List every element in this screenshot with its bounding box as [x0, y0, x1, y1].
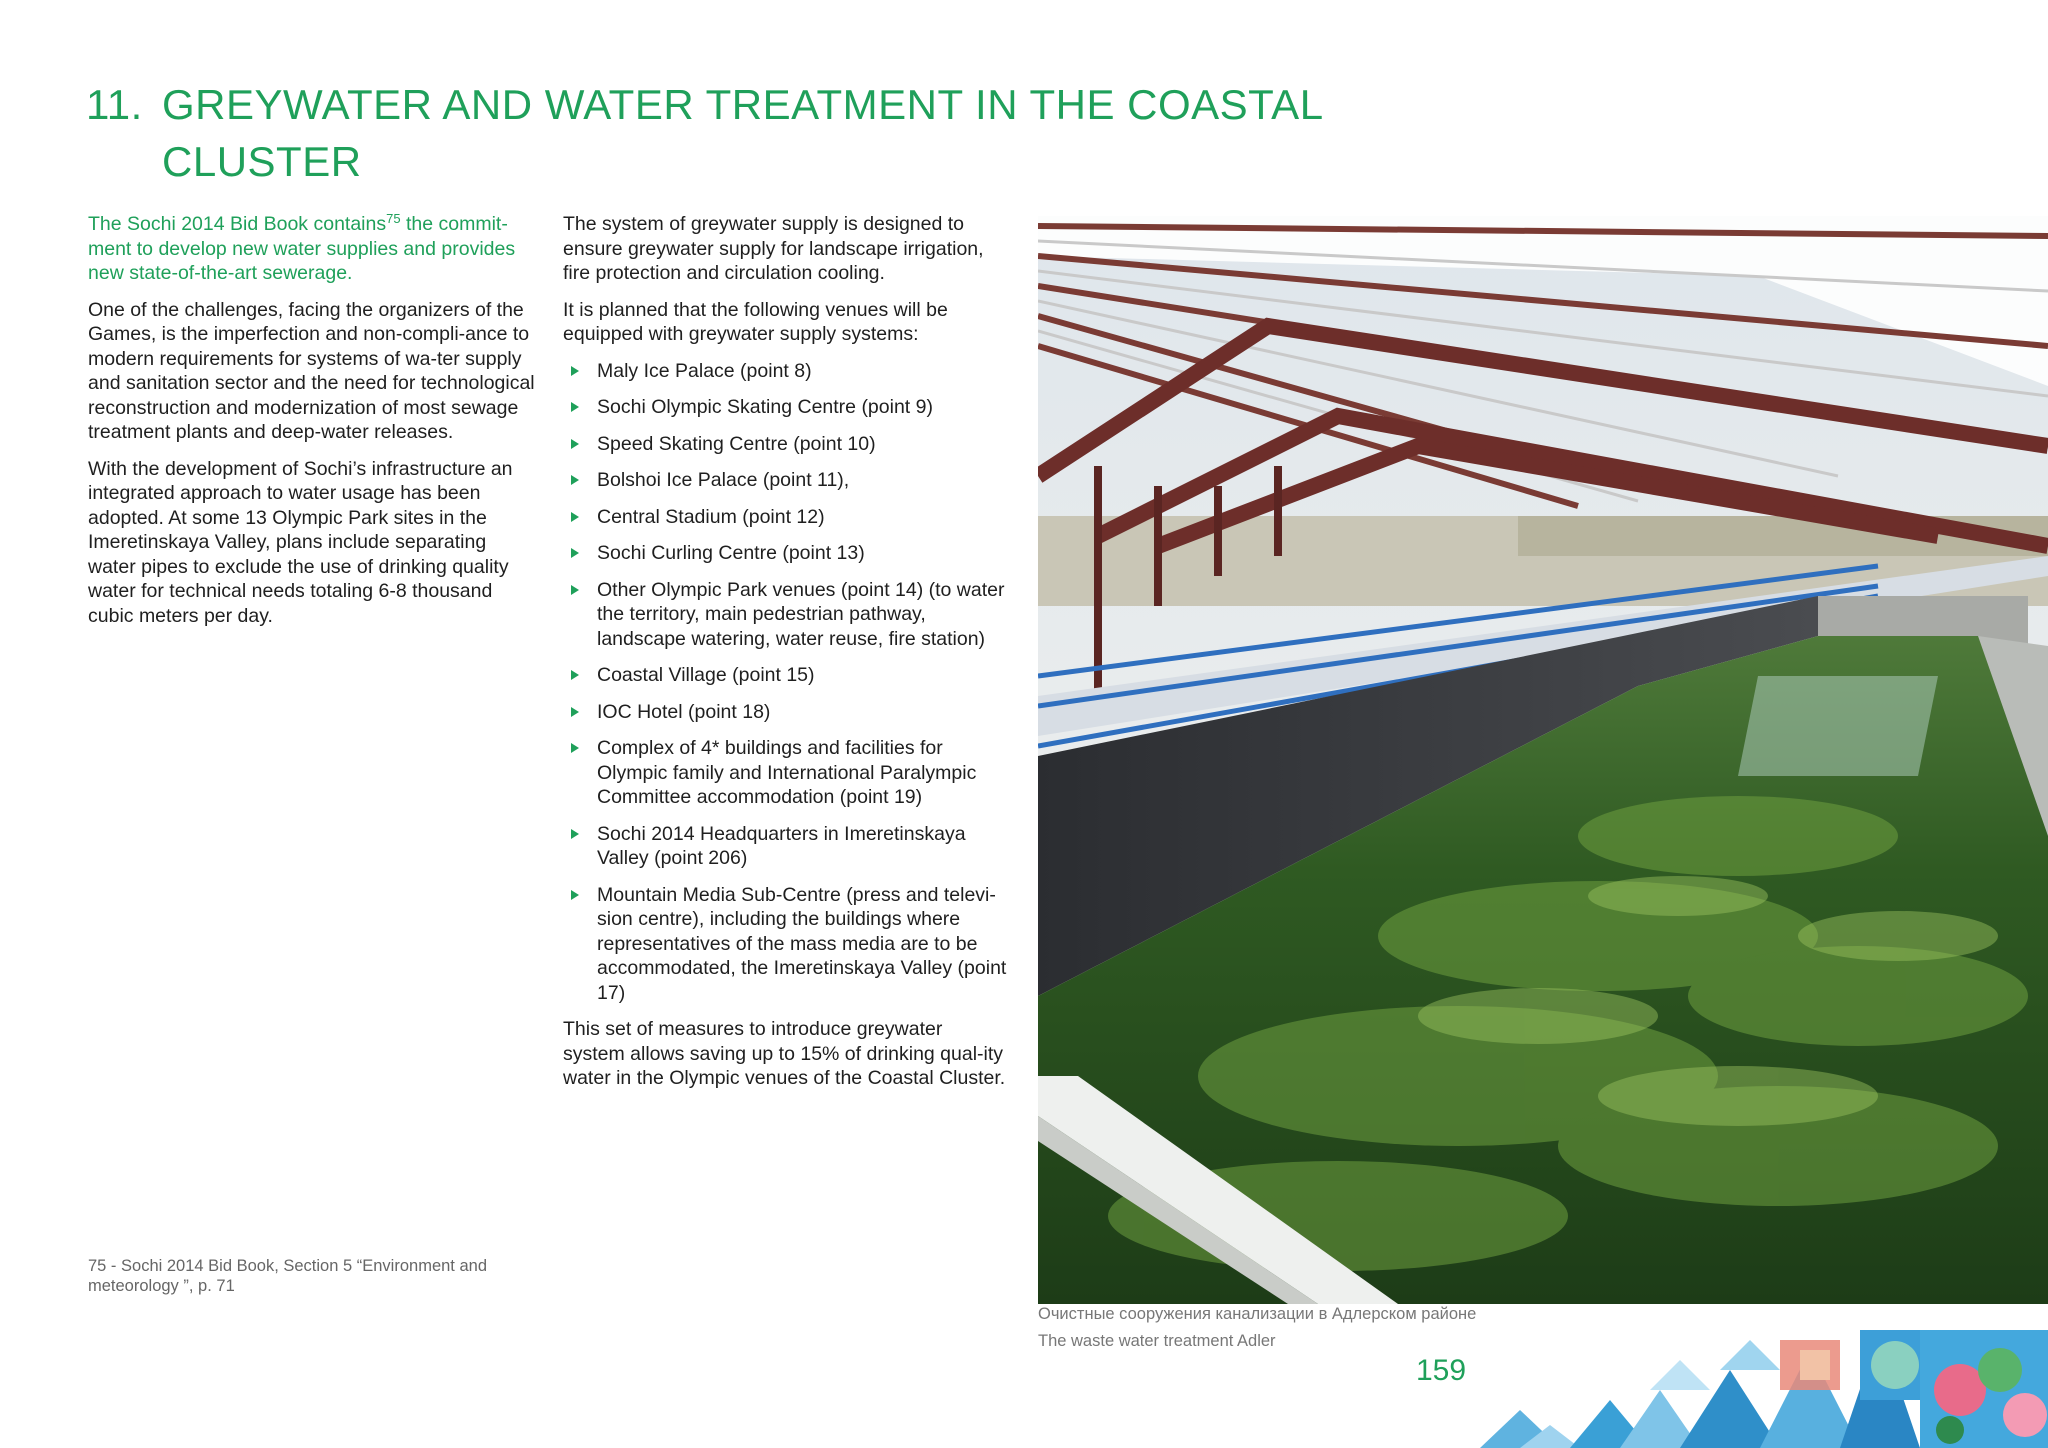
- title-line-1: GREYWATER AND WATER TREATMENT IN THE COASTAL: [162, 81, 1324, 128]
- bullet-icon: [571, 890, 579, 900]
- footnote: [88, 1256, 558, 1296]
- challenges-paragraph: One of the challenges, facing the organizers of the Games, is the imperfection and non-compli-ance to modern requirements for systems of wa-ter supply and sanitation sector and the need for technological reconstruction and modernization of most sewage treatment plants and deep-water releases.: [88, 298, 535, 443]
- page-number: 159: [1416, 1354, 1467, 1387]
- savings-paragraph: This set of measures to introduce greywater system allows saving up to 15% of drinking qual-ity water in the Olympic venues of the Coastal Cluster.: [563, 1018, 1006, 1089]
- bullet-icon: [571, 743, 579, 753]
- bullet-icon: [571, 670, 579, 680]
- list-item: [563, 736, 1008, 810]
- bullet-icon: [571, 548, 579, 558]
- venues-list: [563, 359, 1008, 1006]
- bullet-icon: [571, 402, 579, 412]
- venue-label: Complex of 4* buildings and facilities for Olympic family and International Paralympic Committee accommodation (point 19): [597, 737, 977, 808]
- list-item: [563, 700, 1008, 725]
- bullet-icon: [571, 439, 579, 449]
- footnote-line-2: meteorology ”, p. 71: [88, 1277, 235, 1295]
- venue-label: Speed Skating Centre (point 10): [597, 432, 876, 455]
- photo-caption-en: The waste water treatment Adler: [1038, 1332, 1276, 1350]
- photo-caption-ru: Очистные сооружения канализации в Адлерском районе: [1038, 1305, 1477, 1323]
- title-line-2: CLUSTER: [162, 138, 362, 185]
- right-column: [563, 212, 1008, 1103]
- system-paragraph: The system of greywater supply is designed to ensure greywater supply for landscape irrigation, fire protection and circulation cooling.: [563, 213, 984, 284]
- footnote-line-1: 75 - Sochi 2014 Bid Book, Section 5 “Environment and: [88, 1257, 487, 1275]
- list-item: [563, 395, 1008, 420]
- venues-intro-paragraph: It is planned that the following venues will be equipped with greywater supply systems:: [563, 298, 948, 345]
- bullet-icon: [571, 829, 579, 839]
- left-column: [88, 212, 536, 640]
- intro-text-end: the commit-ment to develop new water supplies and provides new state-of-the-art sewerage.: [88, 213, 516, 284]
- photo-illustration: [1038, 216, 2048, 1304]
- bullet-icon: [571, 366, 579, 376]
- venue-label: Central Stadium (point 12): [597, 505, 825, 528]
- venue-label: Coastal Village (point 15): [597, 664, 815, 686]
- bullet-icon: [571, 707, 579, 717]
- list-item: [563, 432, 1008, 457]
- venue-label: Sochi Curling Centre (point 13): [597, 542, 865, 564]
- bullet-icon: [571, 475, 579, 485]
- venue-label: Maly Ice Palace (point 8): [597, 359, 812, 382]
- bullet-icon: [571, 585, 579, 595]
- venue-label: Other Olympic Park venues (point 14) (to water the territory, main pedestrian pathway, landscape watering, water reuse, fire station): [597, 578, 1005, 650]
- venue-label: Sochi 2014 Headquarters in Imeretinskaya Valley (point 206): [597, 822, 966, 869]
- intro-paragraph: [88, 212, 536, 286]
- pattern-graphic: [1480, 1330, 2048, 1448]
- bullet-icon: [571, 512, 579, 522]
- venue-label: IOC Hotel (point 18): [597, 700, 771, 723]
- list-item: [563, 505, 1008, 530]
- venue-label: Bolshoi Ice Palace (point 11),: [597, 469, 850, 491]
- venue-label: Sochi Olympic Skating Centre (point 9): [597, 396, 933, 418]
- page-title: [86, 76, 1326, 190]
- section-number: 11.: [86, 81, 143, 128]
- treatment-plant-photo: [1038, 216, 2048, 1304]
- list-item: [563, 468, 1008, 493]
- venue-label: Mountain Media Sub-Centre (press and televi-sion centre), including the buildings where representatives of the mass media are to be accommodated, the Imeretinskaya Valley (point 17): [597, 883, 1007, 1004]
- decorative-pattern: [1480, 1330, 2048, 1448]
- list-item: [563, 822, 1008, 871]
- list-item: [563, 541, 1008, 566]
- infrastructure-paragraph: With the development of Sochi’s infrastructure an integrated approach to water usage has been adopted. At some 13 Olympic Park sites in the Imeretinskaya Valley, plans include separating water pipes to exclude the use of drinking quality water for technical needs totaling 6-8 thousand cubic meters per day.: [88, 457, 513, 627]
- list-item: [563, 359, 1008, 384]
- list-item: [563, 663, 1008, 688]
- footnote-ref[interactable]: 75: [386, 211, 401, 226]
- intro-text-start: The Sochi 2014 Bid Book contains: [88, 213, 387, 235]
- list-item: [563, 578, 1008, 652]
- list-item: [563, 883, 1008, 1006]
